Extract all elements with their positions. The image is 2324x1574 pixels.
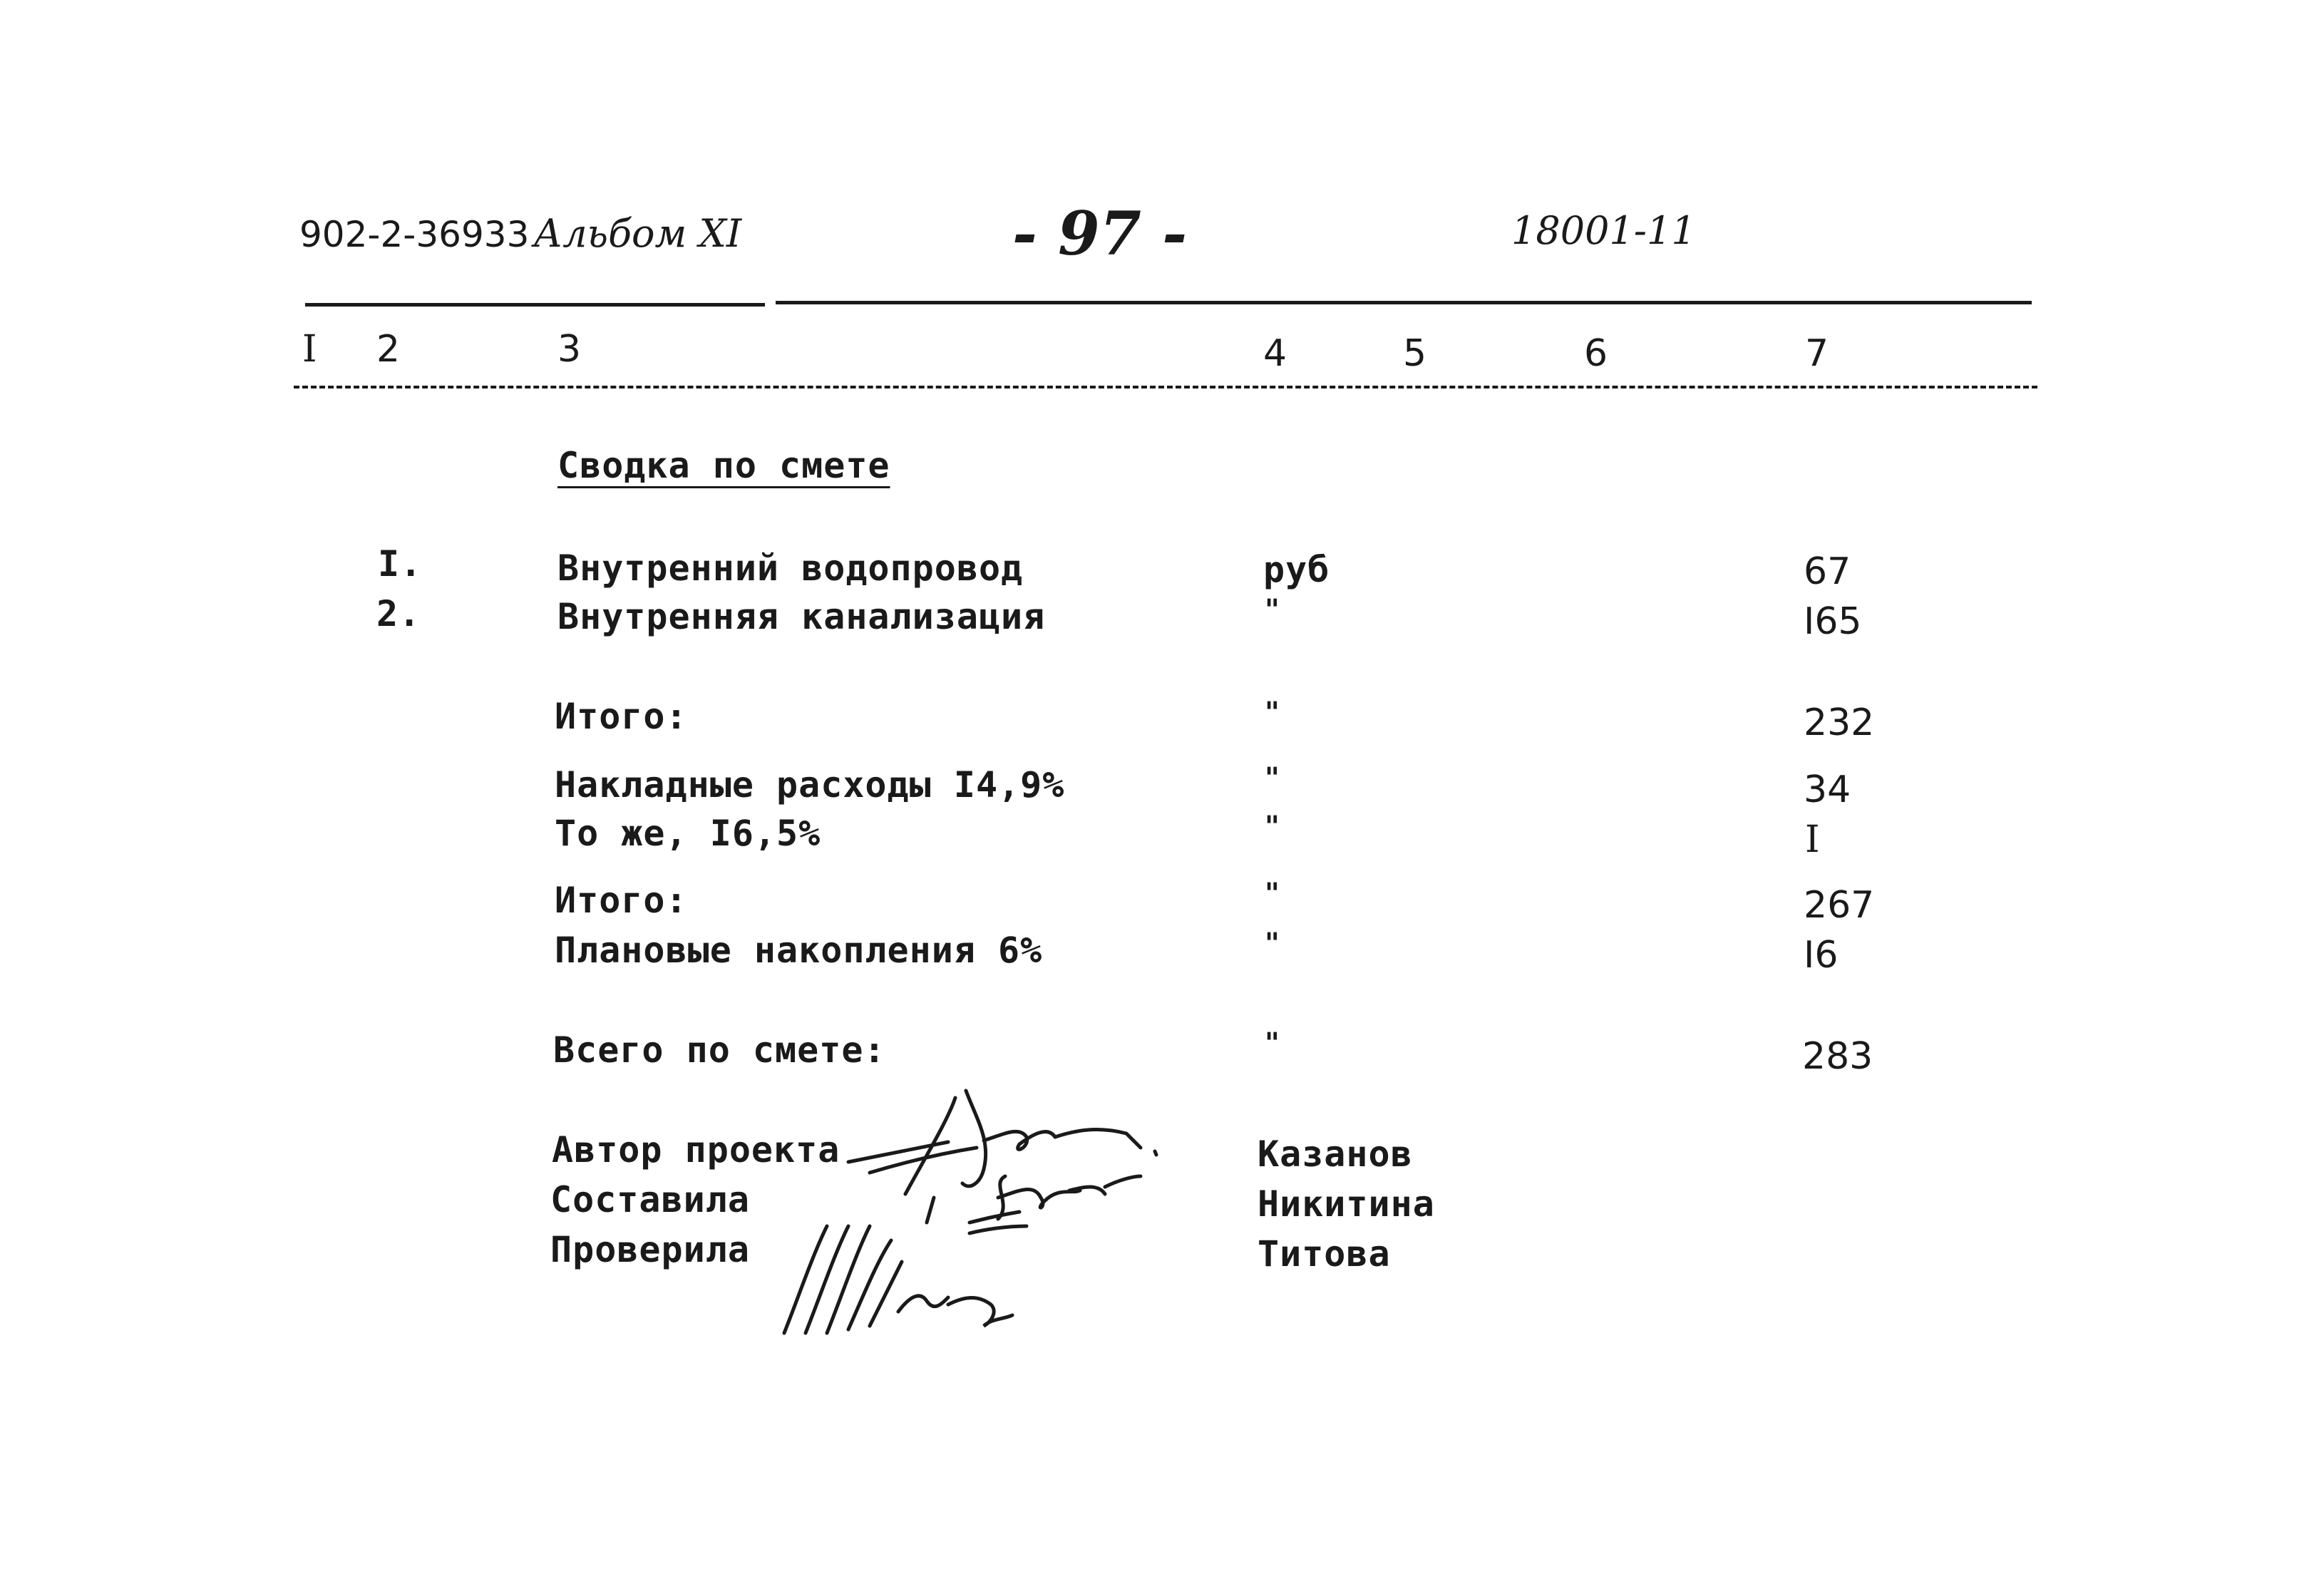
row-1-unit: руб <box>1263 549 1330 590</box>
row-7-unit: " <box>1265 927 1280 960</box>
signature-checked-scribble <box>777 1212 1019 1340</box>
column-header-6: 6 <box>1584 332 1608 375</box>
album-label: Альбом XI <box>533 211 742 256</box>
page-number: - 97 - <box>1012 198 1188 269</box>
column-header-2: 2 <box>376 328 401 371</box>
row-2-unit: " <box>1265 593 1280 627</box>
row-5-name: То же, I6,5% <box>555 813 821 854</box>
column-header-4: 4 <box>1263 332 1287 375</box>
column-header-5: 5 <box>1403 332 1427 375</box>
section-title: Сводка по смете <box>557 445 890 486</box>
signature-role-compiled: Составила <box>550 1179 750 1220</box>
column-header-7: 7 <box>1805 332 1829 375</box>
row-5-unit: " <box>1265 810 1280 843</box>
row-8-value: 283 <box>1802 1035 1873 1078</box>
row-1-name: Внутренний водопровод <box>557 547 1024 589</box>
document-code-text: 902-2-36933 <box>299 214 530 255</box>
document-code <box>299 211 741 256</box>
row-3-value: 232 <box>1804 701 1875 744</box>
row-5-value: I <box>1805 818 1820 861</box>
column-dashed-rule <box>294 386 2037 389</box>
column-header-3: 3 <box>557 328 582 371</box>
row-8-unit: " <box>1265 1027 1280 1060</box>
row-3-name: Итого: <box>555 696 688 737</box>
row-6-value: 267 <box>1804 884 1875 927</box>
row-2-number: 2. <box>376 593 421 634</box>
row-2-value: I65 <box>1804 600 1862 643</box>
row-2-name: Внутренняя канализация <box>557 596 1046 637</box>
row-4-unit: " <box>1265 761 1280 795</box>
column-header-1: I <box>302 328 317 371</box>
document-number: 18001-11 <box>1511 208 1696 253</box>
row-1-number: I. <box>378 543 423 585</box>
row-6-name: Итого: <box>555 880 688 921</box>
row-7-value: I6 <box>1804 934 1839 977</box>
signature-role-author: Автор проекта <box>552 1129 840 1171</box>
row-4-name: Накладные расходы I4,9% <box>555 764 1065 806</box>
signature-name-compiled: Никитина <box>1258 1183 1435 1225</box>
row-7-name: Плановые накопления 6% <box>555 930 1043 971</box>
row-6-unit: " <box>1265 877 1280 910</box>
signature-role-checked: Проверила <box>550 1229 750 1270</box>
header-rule-right <box>776 301 2032 304</box>
row-1-value: 67 <box>1804 550 1851 593</box>
row-3-unit: " <box>1265 696 1280 729</box>
header-rule-left <box>305 303 765 307</box>
row-8-name: Всего по смете: <box>553 1029 886 1071</box>
row-4-value: 34 <box>1804 768 1851 811</box>
signature-name-checked: Титова <box>1258 1233 1391 1275</box>
signature-name-author: Казанов <box>1258 1133 1413 1175</box>
